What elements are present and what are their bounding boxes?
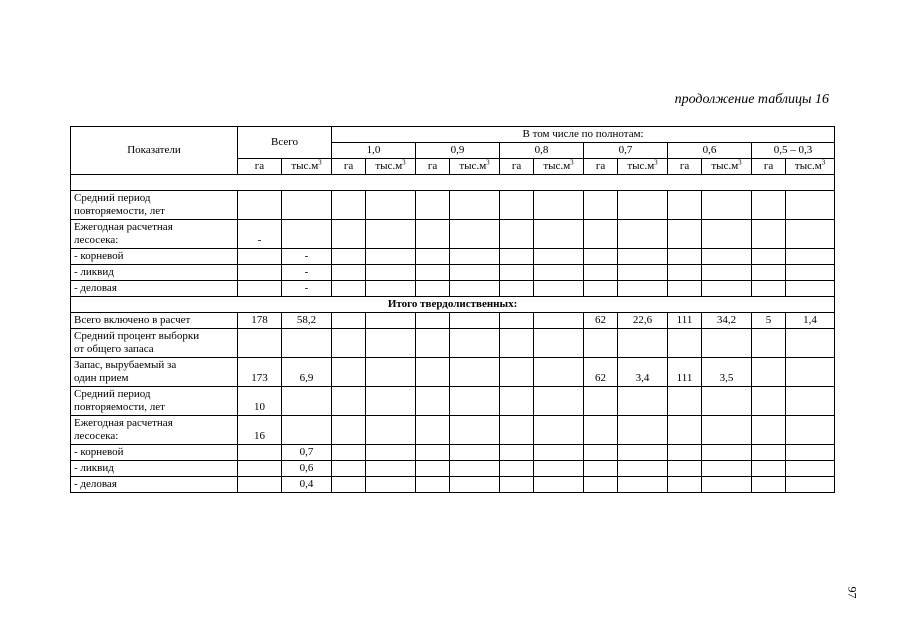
table-cell	[416, 477, 450, 493]
table-cell: 111	[668, 313, 702, 329]
table-cell	[702, 445, 752, 461]
table-cell	[238, 477, 282, 493]
table-cell	[332, 477, 366, 493]
table-cell	[416, 220, 450, 249]
table-cell	[416, 358, 450, 387]
table-cell	[786, 358, 835, 387]
density-header-cell: 0,6	[668, 143, 752, 159]
table-cell	[534, 281, 584, 297]
table-cell	[416, 249, 450, 265]
table-cell	[752, 477, 786, 493]
table-cell	[366, 249, 416, 265]
table-cell	[332, 249, 366, 265]
table-cell: 16	[238, 416, 282, 445]
table-cell	[668, 477, 702, 493]
table-cell	[752, 329, 786, 358]
header-by-density: В том числе по полнотам:	[332, 127, 835, 143]
table-cell	[416, 191, 450, 220]
row-label: Средний период повторяемости, лет	[71, 387, 238, 416]
table-cell	[786, 191, 835, 220]
table-cell	[500, 191, 534, 220]
table-cell	[534, 477, 584, 493]
table-cell	[238, 191, 282, 220]
table-cell	[500, 265, 534, 281]
table-cell	[450, 477, 500, 493]
table-cell	[366, 220, 416, 249]
row-label: - корневой	[71, 249, 238, 265]
table-cell	[416, 461, 450, 477]
table-cell	[618, 220, 668, 249]
density-header-cell: 0,7	[584, 143, 668, 159]
table-cell	[366, 191, 416, 220]
section-row	[71, 297, 835, 313]
density-header-cell: 0,9	[416, 143, 500, 159]
table-row	[71, 477, 835, 493]
table-cell	[500, 461, 534, 477]
table-cell	[534, 191, 584, 220]
density-header-cell: 0,8	[500, 143, 584, 159]
table-row	[71, 416, 835, 445]
table-cell	[584, 281, 618, 297]
table-cell	[668, 329, 702, 358]
table-cell	[282, 387, 332, 416]
table-cell	[786, 220, 835, 249]
table-cell	[534, 329, 584, 358]
table-row	[71, 220, 835, 249]
table-header	[71, 127, 835, 175]
table-cell	[668, 249, 702, 265]
table-caption: продолжение таблицы 16	[674, 92, 829, 107]
table-cell	[702, 416, 752, 445]
table-cell	[534, 265, 584, 281]
table-cell	[668, 265, 702, 281]
table-cell	[668, 445, 702, 461]
table-cell: 6,9	[282, 358, 332, 387]
table-cell	[416, 281, 450, 297]
table-cell	[416, 313, 450, 329]
table-cell	[332, 445, 366, 461]
table-cell	[786, 265, 835, 281]
table-cell	[450, 387, 500, 416]
table-cell	[752, 265, 786, 281]
table-cell	[668, 220, 702, 249]
table-row	[71, 191, 835, 220]
table-cell	[584, 191, 618, 220]
table-cell	[752, 358, 786, 387]
table-cell: 62	[584, 313, 618, 329]
table-cell	[332, 387, 366, 416]
table-cell	[416, 445, 450, 461]
table-cell	[332, 265, 366, 281]
table-cell	[534, 387, 584, 416]
table-cell	[702, 220, 752, 249]
table-cell	[238, 461, 282, 477]
table-cell	[534, 358, 584, 387]
table-cell	[668, 387, 702, 416]
table-cell	[450, 265, 500, 281]
table-cell	[752, 191, 786, 220]
unit-ha-cell: га	[332, 159, 366, 175]
table-row	[71, 358, 835, 387]
row-label: - деловая	[71, 281, 238, 297]
table-cell	[238, 281, 282, 297]
table-cell	[534, 249, 584, 265]
table-cell	[416, 387, 450, 416]
table-cell	[450, 249, 500, 265]
table-cell	[752, 387, 786, 416]
table-cell	[752, 461, 786, 477]
table-cell	[366, 461, 416, 477]
table-cell	[238, 249, 282, 265]
table-cell	[618, 416, 668, 445]
table-cell	[416, 416, 450, 445]
unit-ha-cell: га	[416, 159, 450, 175]
row-label: Средний период повторяемости, лет	[71, 191, 238, 220]
table-cell	[500, 358, 534, 387]
table-cell	[584, 461, 618, 477]
table-cell	[668, 416, 702, 445]
table-cell	[702, 329, 752, 358]
unit-volume-cell: $тыс.м^3$	[366, 159, 416, 175]
table-cell	[366, 445, 416, 461]
table-cell	[702, 477, 752, 493]
table-cell	[618, 461, 668, 477]
table-cell: 0,6	[282, 461, 332, 477]
table-cell	[618, 249, 668, 265]
table-cell	[332, 191, 366, 220]
table-cell: -	[238, 220, 282, 249]
unit-volume-cell: $тыс.м^3$	[618, 159, 668, 175]
table-cell: 58,2	[282, 313, 332, 329]
table-cell	[238, 265, 282, 281]
table-row	[71, 329, 835, 358]
unit-ha-cell: га	[752, 159, 786, 175]
table-cell	[366, 477, 416, 493]
table-cell: 178	[238, 313, 282, 329]
table-cell	[416, 265, 450, 281]
table-cell	[500, 313, 534, 329]
table-cell: 3,4	[618, 358, 668, 387]
table-cell	[786, 249, 835, 265]
unit-ha-cell: га	[500, 159, 534, 175]
unit-ha-cell: га	[668, 159, 702, 175]
table-cell: 1,4	[786, 313, 835, 329]
table-cell	[332, 281, 366, 297]
row-label: Всего включено в расчет	[71, 313, 238, 329]
table-cell	[702, 265, 752, 281]
density-header-cell: 0,5 – 0,3	[752, 143, 835, 159]
table-cell	[584, 329, 618, 358]
table-cell	[366, 313, 416, 329]
table-body	[71, 175, 835, 493]
table-cell	[534, 313, 584, 329]
table-cell	[238, 445, 282, 461]
table-cell	[366, 358, 416, 387]
table-cell	[500, 281, 534, 297]
table-cell	[534, 445, 584, 461]
table-cell	[786, 281, 835, 297]
table-cell	[584, 477, 618, 493]
table-cell	[618, 445, 668, 461]
table-cell: 0,7	[282, 445, 332, 461]
table-row	[71, 461, 835, 477]
density-header-cell: 1,0	[332, 143, 416, 159]
table-cell	[282, 220, 332, 249]
table-cell	[702, 281, 752, 297]
table-cell	[332, 313, 366, 329]
table-cell	[668, 281, 702, 297]
table-cell	[752, 220, 786, 249]
table-cell: 0,4	[282, 477, 332, 493]
row-label: Ежегодная расчетная лесосека:	[71, 416, 238, 445]
table-cell	[584, 249, 618, 265]
table-cell: 111	[668, 358, 702, 387]
row-label: - ликвид	[71, 265, 238, 281]
table-cell	[366, 387, 416, 416]
table-cell	[332, 329, 366, 358]
table-cell: -	[282, 249, 332, 265]
table-cell	[702, 191, 752, 220]
table-cell	[366, 281, 416, 297]
unit-volume-cell: $тыс.м^3$	[786, 159, 835, 175]
table-cell	[752, 445, 786, 461]
table-cell	[450, 416, 500, 445]
table-cell	[500, 387, 534, 416]
empty-row	[71, 175, 835, 191]
table-cell	[786, 387, 835, 416]
table-cell	[366, 265, 416, 281]
unit-volume-cell: $тыс.м^3$	[534, 159, 584, 175]
table-cell	[752, 281, 786, 297]
table-cell	[500, 249, 534, 265]
table-cell	[450, 445, 500, 461]
table-cell	[416, 329, 450, 358]
table-row	[71, 265, 835, 281]
table-cell	[332, 358, 366, 387]
table-cell	[450, 461, 500, 477]
table-cell	[282, 191, 332, 220]
table-cell	[786, 329, 835, 358]
header-total: Всего	[238, 127, 332, 159]
row-label: Запас, вырубаемый за один прием	[71, 358, 238, 387]
forest-table	[70, 126, 835, 493]
table-cell: 5	[752, 313, 786, 329]
table-cell	[534, 416, 584, 445]
table-cell	[618, 265, 668, 281]
table-cell	[500, 220, 534, 249]
table-cell: 62	[584, 358, 618, 387]
unit-volume-cell: $тыс.м^3$	[450, 159, 500, 175]
table-cell	[618, 329, 668, 358]
table-cell: 34,2	[702, 313, 752, 329]
header-indicators: Показатели	[71, 127, 238, 175]
table-row	[71, 313, 835, 329]
table-cell	[668, 461, 702, 477]
table-cell	[500, 477, 534, 493]
table-cell	[500, 329, 534, 358]
table-cell	[450, 281, 500, 297]
table-cell	[618, 477, 668, 493]
table-cell	[584, 265, 618, 281]
table-cell	[500, 445, 534, 461]
table-cell	[450, 313, 500, 329]
unit-volume-cell: $тыс.м^3$	[702, 159, 752, 175]
unit-volume-cell: $тыс.м^3$	[282, 159, 332, 175]
table-cell	[786, 445, 835, 461]
table-cell: 173	[238, 358, 282, 387]
table-cell	[366, 329, 416, 358]
table-cell: 10	[238, 387, 282, 416]
table-cell	[752, 249, 786, 265]
table-cell	[584, 416, 618, 445]
table-cell	[534, 461, 584, 477]
page-number: 97	[845, 586, 860, 599]
table-cell: 22,6	[618, 313, 668, 329]
table-cell	[332, 416, 366, 445]
table-cell	[584, 220, 618, 249]
table-cell	[282, 329, 332, 358]
table-row	[71, 387, 835, 416]
table-cell	[500, 416, 534, 445]
row-label: - ликвид	[71, 461, 238, 477]
table-cell	[450, 329, 500, 358]
table-cell	[702, 461, 752, 477]
table-cell	[618, 281, 668, 297]
table-cell	[534, 220, 584, 249]
table-cell: 3,5	[702, 358, 752, 387]
table-row	[71, 249, 835, 265]
table-cell	[618, 191, 668, 220]
table-cell	[584, 445, 618, 461]
table-cell	[702, 387, 752, 416]
table-cell	[450, 358, 500, 387]
table-cell	[702, 249, 752, 265]
table-cell	[450, 220, 500, 249]
table-cell: -	[282, 265, 332, 281]
section-title: Итого твердолиственных:	[71, 297, 835, 313]
table-cell	[584, 387, 618, 416]
row-label: - корневой	[71, 445, 238, 461]
table-cell	[450, 191, 500, 220]
table-cell	[786, 477, 835, 493]
table-cell: -	[282, 281, 332, 297]
table-cell	[332, 461, 366, 477]
table-cell	[618, 387, 668, 416]
table-cell	[238, 329, 282, 358]
row-label: Средний процент выборки от общего запаса	[71, 329, 238, 358]
table-row	[71, 445, 835, 461]
table-cell	[332, 220, 366, 249]
table-cell	[282, 416, 332, 445]
unit-ha-cell: га	[584, 159, 618, 175]
row-label: - деловая	[71, 477, 238, 493]
row-label: Ежегодная расчетная лесосека:	[71, 220, 238, 249]
table-cell	[366, 416, 416, 445]
table-row	[71, 281, 835, 297]
unit-ha-cell: га	[238, 159, 282, 175]
table-cell	[752, 416, 786, 445]
table-cell	[786, 461, 835, 477]
table-cell	[786, 416, 835, 445]
table-cell	[668, 191, 702, 220]
